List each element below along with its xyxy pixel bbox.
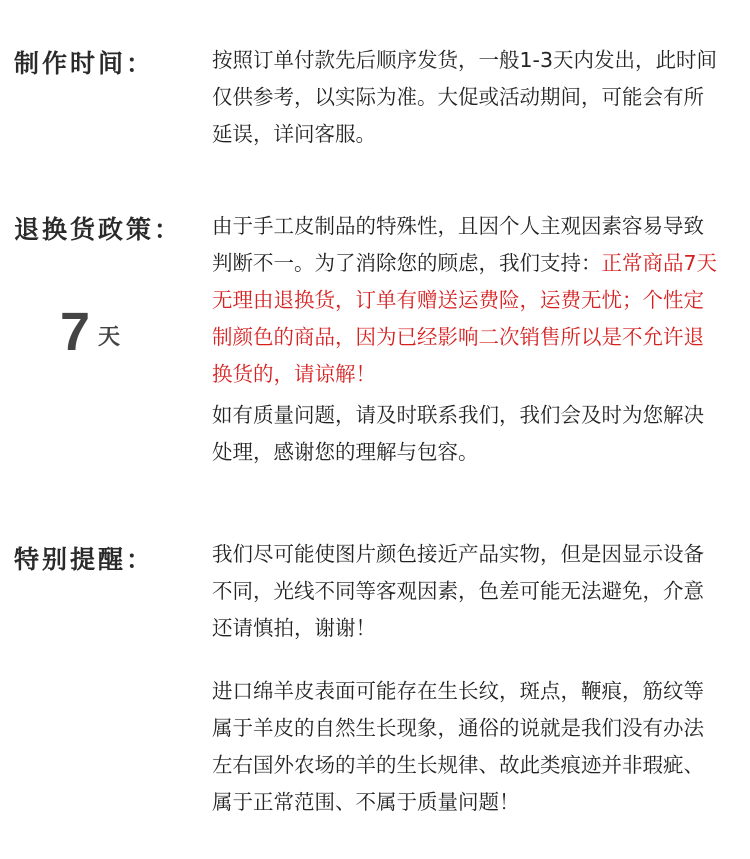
production-time-label: 制作时间： bbox=[14, 49, 155, 78]
return-days-badge bbox=[60, 302, 120, 362]
quality-issue-text: 如有质量问题，请及时联系我们，我们会及时为您解决处理，感谢您的理解与包容。 bbox=[212, 403, 704, 464]
special-reminder-label: 特别提醒： bbox=[14, 545, 155, 574]
return-policy-text-highlight: 正常商品7天无理由退换货，订单有赠送运费险，运费无忧；个性定制颜色的商品，因为已经影响二次销售所以是不允许退换货的，请谅解！ bbox=[212, 251, 718, 386]
return-days-number: 7 bbox=[60, 302, 91, 362]
color-difference-text: 我们尽可能使图片颜色接近产品实物，但是因显示设备不同，光线不同等客观因素，色差可能无法避免，介意还请慎拍，谢谢！ bbox=[212, 542, 704, 640]
return-policy-label: 退换货政策： bbox=[14, 215, 183, 244]
return-policy-text bbox=[212, 208, 720, 393]
return-policy-text-normal: 由于手工皮制品的特殊性，且因个人主观因素容易导致判断不一。为了消除您的顾虑，我们支持： bbox=[212, 214, 704, 275]
leather-texture-text: 进口绵羊皮表面可能存在生长纹，斑点，鞭痕，筋纹等属于羊皮的自然生长现象，通俗的说就是我们没有办法左右国外农场的羊的生长规律、故此类痕迹并非瑕疵、属于正常范围、不属于质量问题！ bbox=[212, 679, 704, 814]
production-time-text: 按照订单付款先后顺序发货，一般1-3天内发出，此时间仅供参考，以实际为准。大促或活动期间，可能会有所延误，详问客服。 bbox=[212, 48, 717, 146]
return-days-unit: 天 bbox=[98, 325, 121, 350]
